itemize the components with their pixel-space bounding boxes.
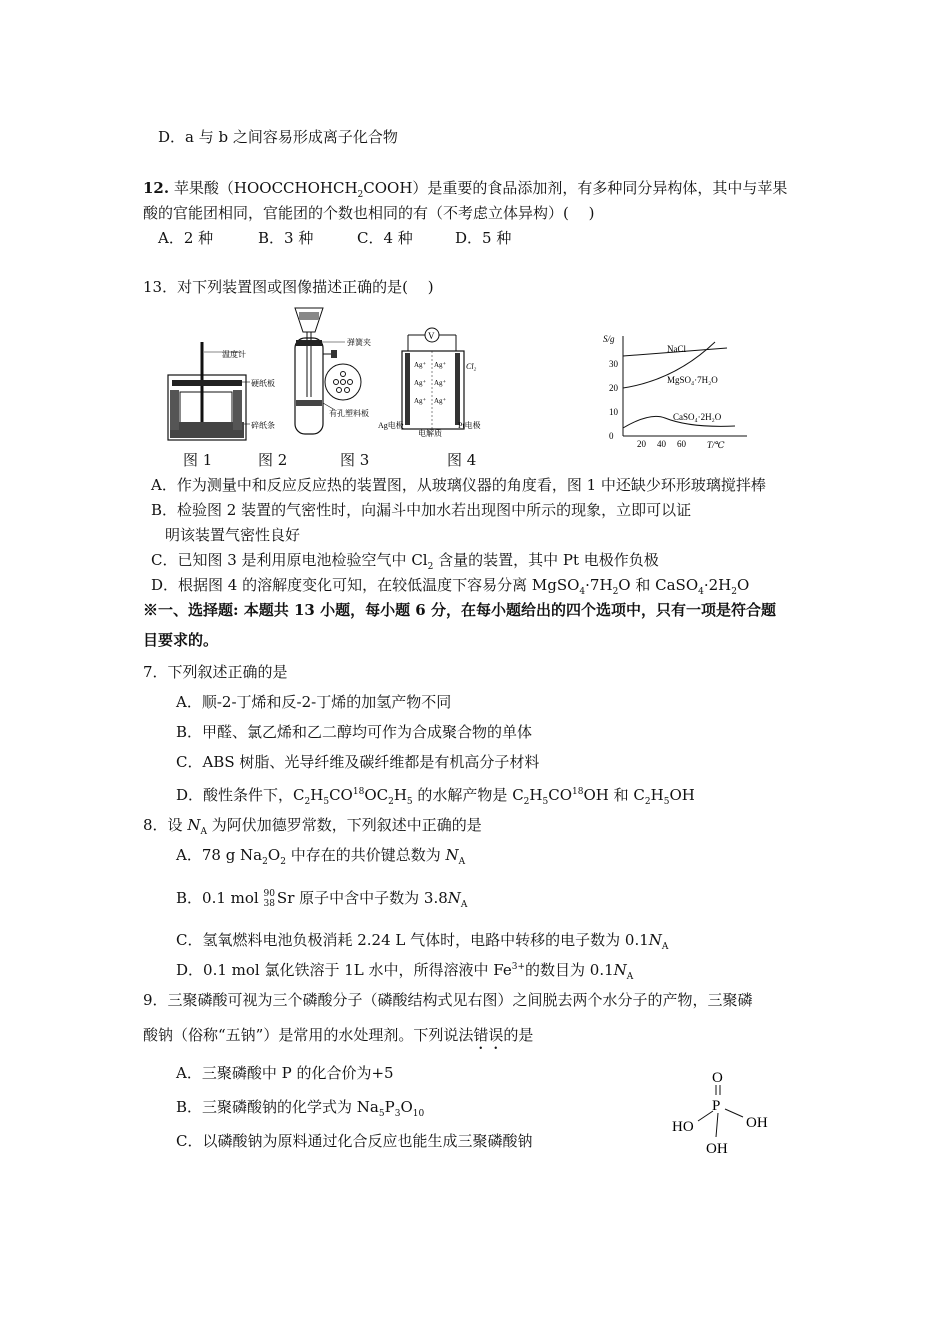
- svg-text:Ag⁺: Ag⁺: [434, 397, 447, 405]
- q7-option-b: B．甲醛、氯乙烯和乙二醇均可作为合成聚合物的单体: [176, 723, 533, 741]
- q7-stem: 7．下列叙述正确的是: [143, 663, 288, 681]
- q12-option-a: A．2 种: [158, 229, 214, 247]
- fig4-curve-caso4: CaSO₄·2H₂O: [673, 412, 722, 422]
- q13-option-b-line1: B．检验图 2 装置的气密性时，向漏斗中加水若出现图中所示的现象，立即可以证: [151, 501, 692, 519]
- q12-stem-line1: 12. 苹果酸$(HOOCCHOHCH_2COOH)$是重要的食品添加剂，有多种同分异构体，其中与苹果: [143, 179, 788, 200]
- svg-text:Ag⁺: Ag⁺: [434, 379, 447, 387]
- q13-option-a: A．作为测量中和反应反应热的装置图，从玻璃仪器的角度看，图 1 中还缺少环形玻璃搅拌棒: [151, 476, 766, 494]
- fig4-ytick: 0: [609, 431, 614, 441]
- q9-stem-line1: 9．三聚磷酸可视为三个磷酸分子（磷酸结构式见右图）之间脱去两个水分子的产物，三聚磷: [143, 991, 753, 1009]
- q8-stem: 8．设 $N_A$ 为阿伏加德罗常数，下列叙述中正确的是: [143, 816, 482, 837]
- q7-option-a: A．顺-2-丁烯和反-2-丁烯的加氢产物不同: [176, 693, 452, 711]
- q13-stem: 13．对下列装置图或图像描述正确的是( ): [143, 278, 434, 296]
- q12-option-b: B．3 种: [258, 229, 314, 247]
- fig3-voltmeter: V: [428, 331, 435, 341]
- figure-4-solubility-chart: [595, 328, 755, 453]
- svg-text:Ag⁺: Ag⁺: [414, 397, 427, 405]
- fig4-xlabel: T/℃: [707, 440, 725, 450]
- fig-caption-2: 图 2: [258, 451, 288, 469]
- q11-option-d: D．a 与 b 之间容易形成离子化合物: [158, 128, 398, 146]
- fig1-label-board: 硬纸板: [251, 379, 275, 388]
- figure-1-calorimeter: [160, 330, 280, 445]
- emphasis-word: 错误: [473, 1026, 504, 1044]
- svg-text:Ag⁺: Ag⁺: [414, 379, 427, 387]
- fig3-label-cl2: Cl₂: [466, 362, 477, 371]
- fig4-curve-nacl: NaCl: [667, 344, 686, 354]
- q8-option-d: D．0.1 mol 氯化铁溶于 1L 水中，所得溶液中 $Fe^{3+}$的数目为 $0.1N_A$: [176, 961, 634, 982]
- fig4-ytick: 20: [609, 383, 618, 393]
- q9-option-b: B．三聚磷酸钠的化学式为 $Na_5P_3O_{10}$: [176, 1098, 425, 1119]
- q8-option-a: A．78 g $Na_2O_2$ 中存在的共价键总数为 $N_A$: [176, 846, 466, 867]
- fig3-label-electrolyte: 电解质: [418, 429, 442, 437]
- fig4-ylabel: S/g: [603, 334, 615, 344]
- structure-o: O: [712, 1070, 723, 1086]
- fig-caption-3: 图 3: [340, 451, 370, 469]
- q9-stem-line2: 酸钠（俗称“五钠”）是常用的水处理剂。下列说法错误的是: [143, 1026, 534, 1044]
- q13-option-d: D．根据图 4 的溶解度变化可知，在较低温度下容易分离 $MgSO_4\cdot 7H_2O$ 和 $CaSO_4\cdot 2H_2O$: [151, 576, 750, 597]
- q12-option-c: C．4 种: [357, 229, 413, 247]
- fig1-label-paper: 碎纸条: [251, 421, 275, 430]
- fig3-label-ag-electrode: Ag电极: [378, 421, 404, 430]
- fig4-ytick: 10: [609, 407, 618, 417]
- q9-option-c: C．以磷酸钠为原料通过化合反应也能生成三聚磷酸钠: [176, 1132, 533, 1150]
- structure-oh-bottom: OH: [706, 1141, 728, 1157]
- q12-stem-line2: 酸的官能团相同，官能团的个数也相同的有（不考虑立体异构）( ): [143, 204, 595, 222]
- fig1-label-thermometer: 温度计: [222, 350, 246, 359]
- figure-2-apparatus: [287, 302, 392, 442]
- figure-3-galvanic-cell: [378, 325, 490, 437]
- svg-text:Ag⁺: Ag⁺: [434, 361, 447, 369]
- structure-oh-left: HO: [672, 1119, 694, 1135]
- q12-number: 12.: [143, 179, 170, 197]
- q13-option-c: C．已知图 3 是利用原电池检验空气中 $Cl_2$ 含量的装置，其中 Pt 电极作负极: [151, 551, 659, 572]
- fig4-xtick: 20: [637, 439, 646, 449]
- q7-option-c: C．ABS 树脂、光导纤维及碳纤维都是有机高分子材料: [176, 753, 540, 771]
- svg-text:Ag⁺: Ag⁺: [414, 361, 427, 369]
- q13-option-b-line2: 明该装置气密性良好: [165, 526, 301, 544]
- fig2-label-plate: 有孔塑料板: [329, 409, 369, 418]
- section-header-line2: 目要求的。: [143, 631, 219, 649]
- q8-option-c: C．氢氧燃料电池负极消耗 2.24 L 气体时，电路中转移的电子数为 $0.1N_A$: [176, 931, 669, 952]
- q12-option-d: D．5 种: [455, 229, 512, 247]
- fig3-label-pt-electrode: Pt电极: [458, 421, 481, 430]
- structure-oh-right: OH: [746, 1115, 768, 1131]
- fig4-curve-mgso4: MgSO₄·7H₂O: [667, 375, 718, 385]
- fig4-xtick: 40: [657, 439, 666, 449]
- fig2-label-clamp: 弹簧夹: [347, 338, 371, 347]
- structure-p: P: [712, 1098, 721, 1114]
- fig4-ytick: 30: [609, 359, 618, 369]
- section-header-line1: ※一、选择题: 本题共 13 小题，每小题 6 分，在每小题给出的四个选项中，只有一项是符合题: [143, 601, 776, 619]
- phosphoric-acid-structure: [668, 1065, 778, 1160]
- fig4-xtick: 60: [677, 439, 686, 449]
- q8-option-b: B．0.1 mol 90 38 Sr 原子中含中子数为 $3.8N_A$: [176, 889, 468, 910]
- q7-option-d: D．酸性条件下，$C_2H_5CO^{18}OC_2H_5$ 的水解产物是 $C_2H_5CO^{18}OH$ 和 $C_2H_5OH$: [176, 786, 695, 807]
- q9-option-a: A．三聚磷酸中 P 的化合价为+5: [176, 1064, 394, 1082]
- fig-caption-1: 图 1: [183, 451, 213, 469]
- fig-caption-4: 图 4: [447, 451, 477, 469]
